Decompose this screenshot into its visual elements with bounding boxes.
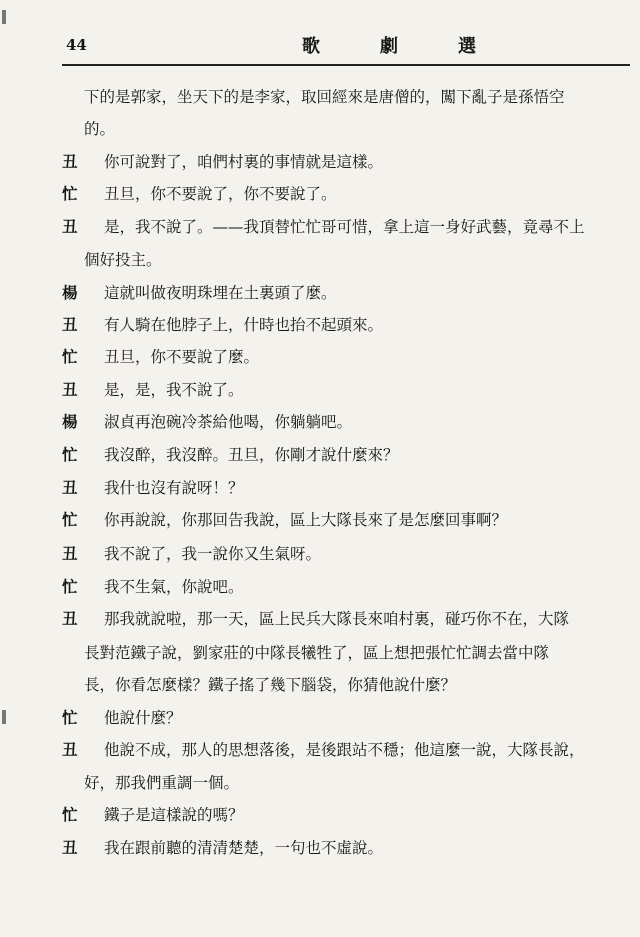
- dialogue-text: 這就叫做夜明珠埋在土裏頭了麼。: [104, 284, 337, 302]
- dialogue-text: 我不說了，我一說你又生氣呀。: [104, 545, 322, 563]
- continuation-line: [62, 640, 630, 666]
- dialogue-text: 是，我不說了。——我頂替忙忙哥可惜，拿上這一身好武藝，竟尋不上: [104, 218, 585, 236]
- dialogue-line: [62, 705, 630, 731]
- dialogue-line: [62, 377, 630, 403]
- dialogue-text: 鐵子是這樣說的嗎？: [104, 806, 244, 824]
- dialogue-line: [62, 409, 630, 435]
- speaker-tag: 忙: [62, 708, 78, 727]
- continuation-text: 長，你看怎麼樣？鐵子搖了幾下腦袋，你猜他說什麼？: [84, 676, 457, 694]
- dialogue-line: [62, 737, 630, 763]
- dialogue-line: [62, 475, 630, 501]
- dialogue-text: 丑旦，你不要說了麼。: [104, 348, 260, 366]
- dialogue-line: [62, 442, 630, 468]
- speaker-tag: 丑: [62, 315, 78, 334]
- speaker-tag: 忙: [62, 805, 78, 824]
- speaker-tag: 丑: [62, 478, 78, 497]
- speaker-tag: 忙: [62, 577, 78, 596]
- speaker-tag: 忙: [62, 184, 78, 203]
- speaker-tag: 忙: [62, 347, 78, 366]
- speaker-tag: 楊: [62, 412, 78, 431]
- page-header: [62, 32, 632, 58]
- dialogue-line: [62, 312, 630, 338]
- speaker-tag: 丑: [62, 544, 78, 563]
- dialogue-text: 那我就說啦，那一天，區上民兵大隊長來咱村裏，碰巧你不在，大隊: [104, 610, 570, 628]
- dialogue-text: 你再說說，你那回告我說，區上大隊長來了是怎麼回事啊？: [104, 511, 508, 529]
- dialogue-line: [62, 507, 630, 533]
- continuation-text: 個好投主。: [84, 251, 162, 269]
- dialogue-text: 淑貞再泡碗冷茶給他喝，你躺躺吧。: [104, 413, 353, 431]
- dialogue-text: 他說什麼？: [104, 709, 182, 727]
- continuation-text: 的。: [84, 120, 116, 138]
- dialogue-text: 有人騎在他脖子上，什時也抬不起頭來。: [104, 316, 384, 334]
- speaker-tag: 丑: [62, 380, 78, 399]
- continuation-line: [62, 770, 630, 796]
- continuation-text: 下的是郭家，坐天下的是李家，取回經來是唐僧的，闖下亂子是孫悟空: [84, 88, 565, 106]
- dialogue-line: [62, 149, 630, 175]
- dialogue-line: [62, 344, 630, 370]
- page-number: 44: [66, 36, 87, 54]
- scan-edge-mark: [2, 710, 6, 724]
- continuation-line: [62, 672, 630, 698]
- dialogue-text: 我不生氣，你說吧。: [104, 578, 244, 596]
- dialogue-line: [62, 835, 630, 861]
- dialogue-line: [62, 541, 630, 567]
- dialogue-text: 你可說對了，咱們村裏的事情就是這樣。: [104, 153, 384, 171]
- continuation-line: [62, 247, 630, 273]
- speaker-tag: 楊: [62, 283, 78, 302]
- dialogue-line: [62, 214, 630, 240]
- continuation-line: [62, 84, 630, 110]
- speaker-tag: 丑: [62, 740, 78, 759]
- dialogue-line: [62, 574, 630, 600]
- header-rule: [62, 64, 630, 66]
- dialogue-text: 是，是，我不說了。: [104, 381, 244, 399]
- dialogue-text: 丑旦，你不要說了，你不要說了。: [104, 185, 337, 203]
- continuation-text: 好，那我們重調一個。: [84, 774, 240, 792]
- dialogue-line: [62, 802, 630, 828]
- dialogue-text: 他說不成，那人的思想落後，是後跟站不穩；他這麼一說，大隊長說，: [104, 741, 585, 759]
- dialogue-line: [62, 181, 630, 207]
- speaker-tag: 丑: [62, 609, 78, 628]
- dialogue-line: [62, 280, 630, 306]
- dialogue-text: 我什也沒有說呀！？: [104, 479, 244, 497]
- scan-edge-mark: [2, 10, 6, 24]
- continuation-text: 長對范鐵子說，劉家莊的中隊長犧牲了，區上想把張忙忙調去當中隊: [84, 644, 550, 662]
- running-title: 歌劇選: [302, 36, 536, 57]
- speaker-tag: 丑: [62, 838, 78, 857]
- continuation-line: [62, 116, 630, 142]
- dialogue-text: 我在跟前聽的清清楚楚，一句也不虛說。: [104, 839, 384, 857]
- speaker-tag: 忙: [62, 445, 78, 464]
- dialogue-line: [62, 606, 630, 632]
- dialogue-text: 我沒醉，我沒醉。丑旦，你剛才說什麼來？: [104, 446, 399, 464]
- speaker-tag: 丑: [62, 217, 78, 236]
- speaker-tag: 丑: [62, 152, 78, 171]
- speaker-tag: 忙: [62, 510, 78, 529]
